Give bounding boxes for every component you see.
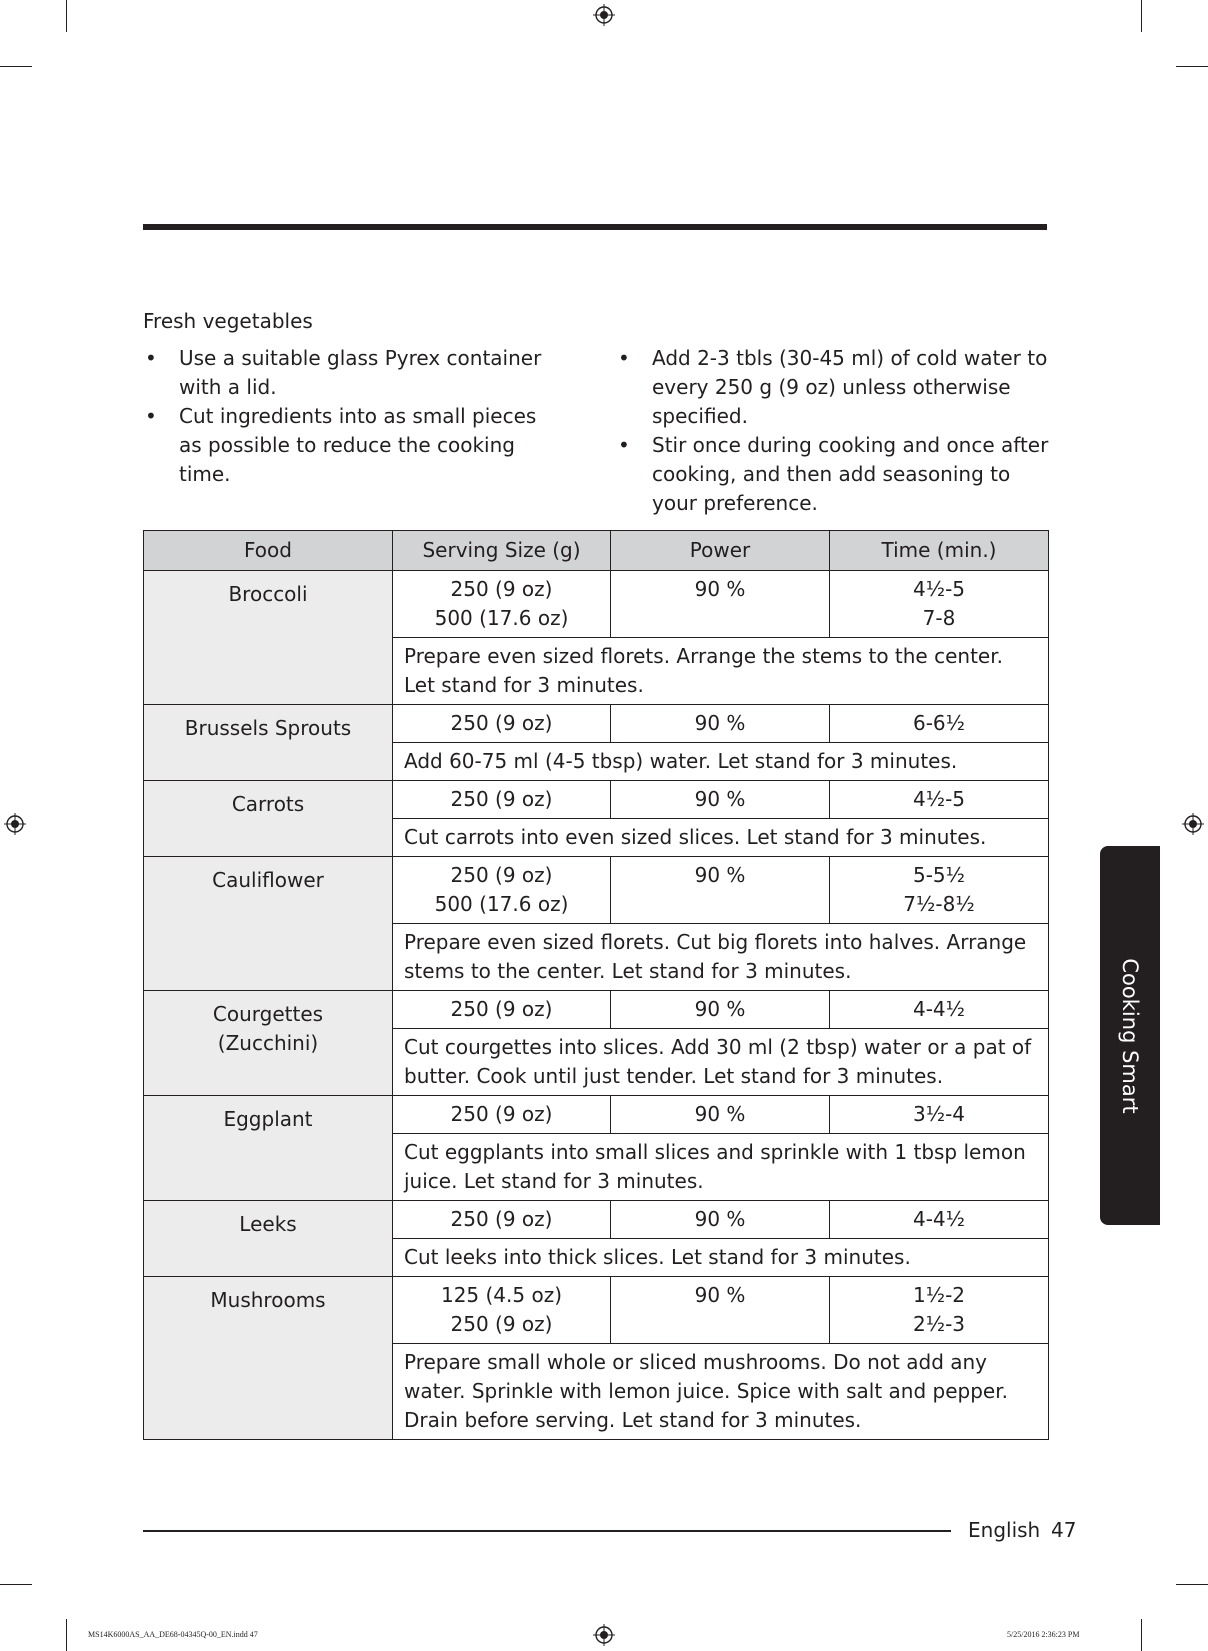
bullets-left <box>143 344 563 489</box>
note-cell: Cut carrots into even sized slices. Let stand for 3 minutes. <box>393 819 1049 857</box>
food-cell: Cauliflower <box>144 857 393 991</box>
header-serving-size: Serving Size (g) <box>393 531 611 571</box>
serving-size-cell: 250 (9 oz) <box>393 1096 611 1134</box>
crop-mark <box>0 66 32 67</box>
bullet-item: • Cut ingredients into as small pieces as possible to reduce the cooking time. <box>143 402 563 489</box>
power-cell: 90 % <box>611 1096 830 1134</box>
power-cell: 90 % <box>611 857 830 924</box>
registration-mark-icon <box>593 1624 615 1646</box>
time-cell: 4-4½ <box>830 1201 1049 1239</box>
power-cell: 90 % <box>611 571 830 638</box>
crop-mark <box>66 0 67 32</box>
bullet-item: • Add 2-3 tbls (30-45 ml) of cold water to every 250 g (9 oz) unless otherwise specified. <box>616 344 1056 431</box>
section-tab <box>1100 846 1160 1225</box>
bullet-item: • Stir once during cooking and once after cooking, and then add seasoning to your preference. <box>616 431 1056 518</box>
bullets-right <box>616 344 1056 518</box>
section-title: Fresh vegetables <box>143 309 313 333</box>
bullet-item: • Use a suitable glass Pyrex container with a lid. <box>143 344 563 402</box>
power-cell: 90 % <box>611 991 830 1029</box>
table-header-row <box>144 531 1049 571</box>
print-slug-date: 5/25/2016 2:36:23 PM <box>1007 1630 1080 1639</box>
crop-mark <box>1141 1619 1142 1651</box>
table-row <box>144 1277 1049 1344</box>
table-body <box>144 571 1049 1440</box>
serving-size-cell: 250 (9 oz) <box>393 705 611 743</box>
header-time: Time (min.) <box>830 531 1049 571</box>
cooking-table <box>143 530 1049 1440</box>
time-cell: 4½-5 7-8 <box>830 571 1049 638</box>
food-cell: Leeks <box>144 1201 393 1277</box>
serving-size-cell: 125 (4.5 oz) 250 (9 oz) <box>393 1277 611 1344</box>
note-cell: Prepare small whole or sliced mushrooms. Do not add any water. Sprinkle with lemon juice. Spice with salt and pepper. Drain before serving. Let stand for 3 minutes. <box>393 1344 1049 1440</box>
power-cell: 90 % <box>611 1201 830 1239</box>
page-number: 47 <box>1051 1518 1077 1542</box>
table-row <box>144 705 1049 743</box>
header-food: Food <box>144 531 393 571</box>
time-cell: 4½-5 <box>830 781 1049 819</box>
registration-mark-icon <box>4 813 26 835</box>
table-row <box>144 781 1049 819</box>
print-slug-file: MS14K6000AS_AA_DE68-04345Q-00_EN.indd 47 <box>88 1630 258 1639</box>
power-cell: 90 % <box>611 781 830 819</box>
serving-size-cell: 250 (9 oz) <box>393 781 611 819</box>
time-cell: 4-4½ <box>830 991 1049 1029</box>
header-power: Power <box>611 531 830 571</box>
time-cell: 5-5½ 7½-8½ <box>830 857 1049 924</box>
food-cell: Mushrooms <box>144 1277 393 1440</box>
time-cell: 3½-4 <box>830 1096 1049 1134</box>
crop-mark <box>1176 66 1208 67</box>
note-cell: Add 60-75 ml (4-5 tbsp) water. Let stand for 3 minutes. <box>393 743 1049 781</box>
power-cell: 90 % <box>611 705 830 743</box>
table-row <box>144 1096 1049 1134</box>
crop-mark <box>1176 1584 1208 1585</box>
serving-size-cell: 250 (9 oz) 500 (17.6 oz) <box>393 571 611 638</box>
time-cell: 6-6½ <box>830 705 1049 743</box>
serving-size-cell: 250 (9 oz) <box>393 1201 611 1239</box>
time-cell: 1½-2 2½-3 <box>830 1277 1049 1344</box>
registration-mark-icon <box>1182 813 1204 835</box>
note-cell: Cut courgettes into slices. Add 30 ml (2 tbsp) water or a pat of butter. Cook until just tender. Let stand for 3 minutes. <box>393 1029 1049 1096</box>
food-cell: Carrots <box>144 781 393 857</box>
footer-language: English <box>968 1518 1041 1542</box>
serving-size-cell: 250 (9 oz) 500 (17.6 oz) <box>393 857 611 924</box>
note-cell: Cut leeks into thick slices. Let stand for 3 minutes. <box>393 1239 1049 1277</box>
note-cell: Prepare even sized florets. Arrange the stems to the center. Let stand for 3 minutes. <box>393 638 1049 705</box>
registration-mark-icon <box>593 4 615 26</box>
food-cell: Broccoli <box>144 571 393 705</box>
footer-rule <box>143 1530 951 1532</box>
note-cell: Prepare even sized florets. Cut big florets into halves. Arrange stems to the center. Let stand for 3 minutes. <box>393 924 1049 991</box>
table-row <box>144 857 1049 924</box>
food-cell: Eggplant <box>144 1096 393 1201</box>
crop-mark <box>66 1619 67 1651</box>
table-row <box>144 1201 1049 1239</box>
crop-mark <box>0 1584 32 1585</box>
food-cell: Brussels Sprouts <box>144 705 393 781</box>
crop-mark <box>1141 0 1142 32</box>
serving-size-cell: 250 (9 oz) <box>393 991 611 1029</box>
table-row <box>144 571 1049 638</box>
food-cell: Courgettes (Zucchini) <box>144 991 393 1096</box>
power-cell: 90 % <box>611 1277 830 1344</box>
table-row <box>144 991 1049 1029</box>
header-rule <box>143 224 1047 230</box>
note-cell: Cut eggplants into small slices and sprinkle with 1 tbsp lemon juice. Let stand for 3 minutes. <box>393 1134 1049 1201</box>
section-tab-label: Cooking Smart <box>1118 957 1142 1114</box>
